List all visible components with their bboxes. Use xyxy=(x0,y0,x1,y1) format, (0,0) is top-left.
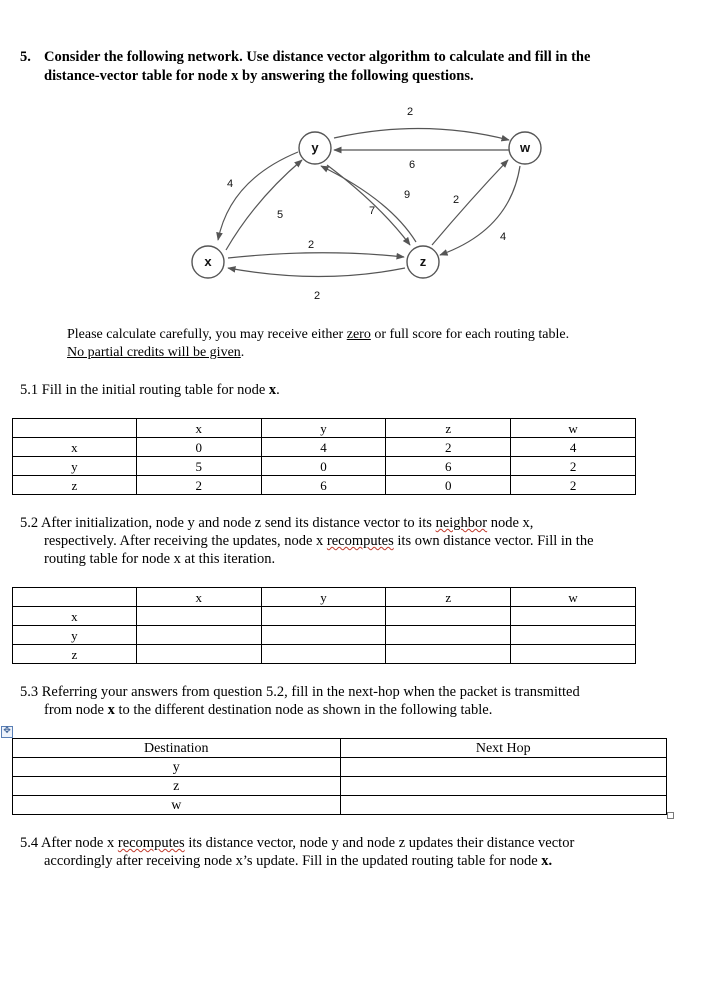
row-label: x xyxy=(13,438,137,457)
node-z-label: z xyxy=(419,254,427,269)
routing-table-initial xyxy=(12,418,636,495)
table-cell: 0 xyxy=(136,438,261,457)
q53-node: x xyxy=(107,702,115,718)
edge-label-xz-bottom: 2 xyxy=(313,290,321,302)
destination-cell: y xyxy=(13,758,341,777)
edge-w-z-outer xyxy=(440,166,520,255)
q54-text: its distance vector, node y and node z updates their distance vector xyxy=(184,835,575,851)
node-y-label: y xyxy=(311,140,319,155)
edge-label-yx-outer: 4 xyxy=(226,178,234,190)
table-cell-empty[interactable] xyxy=(386,626,511,645)
q51-suffix: . xyxy=(276,382,280,398)
q54-node: x. xyxy=(541,853,553,869)
scoring-note xyxy=(67,326,707,362)
next-hop-cell[interactable] xyxy=(340,777,666,796)
table-cell-empty[interactable] xyxy=(136,645,261,664)
q52-text: respectively. After receiving the updates, node x xyxy=(44,533,327,549)
q53-line2 xyxy=(20,701,710,719)
note-zero: zero xyxy=(346,327,371,342)
next-hop-table xyxy=(12,738,667,815)
row-label: y xyxy=(13,626,137,645)
table-header-cell: x xyxy=(136,419,261,438)
edge-z-w-inner xyxy=(432,160,508,245)
q51-prefix: 5.1 Fill in the initial routing table for node xyxy=(20,382,269,398)
edge-z-y xyxy=(321,166,416,242)
table-header-cell: x xyxy=(136,588,261,607)
table-row xyxy=(13,645,636,664)
edge-label-yz: 7 xyxy=(368,205,376,217)
q53-text: to the different destination node as shown in the following table. xyxy=(114,702,493,718)
q52-recomputes: recomputes xyxy=(326,533,394,549)
edge-label-zy-inner: 9 xyxy=(403,189,411,201)
edge-y-w-top xyxy=(334,128,509,140)
q52-text: node x, xyxy=(487,515,534,531)
q54-text: accordingly after receiving node x’s update. Fill in the updated routing table for node xyxy=(44,853,542,869)
question-line-1: Consider the following network. Use distance vector algorithm to calculate and fill in the xyxy=(44,49,591,65)
q54-line2 xyxy=(20,852,710,870)
table-cell-empty[interactable] xyxy=(511,626,636,645)
destination-cell: z xyxy=(13,777,341,796)
row-label: x xyxy=(13,607,137,626)
table-cell-empty[interactable] xyxy=(386,607,511,626)
edge-y-x-outer xyxy=(218,152,298,240)
table-header-cell: y xyxy=(261,419,386,438)
q53-text: from node xyxy=(44,702,108,718)
edge-label-yx-inner: 5 xyxy=(276,209,284,221)
resize-handle[interactable] xyxy=(667,812,674,819)
q52-line3: routing table for node x at this iteration. xyxy=(44,551,276,567)
table-header-row xyxy=(13,739,667,758)
table-row xyxy=(13,607,636,626)
q51-node: x xyxy=(268,382,277,398)
table-header-cell: z xyxy=(386,588,511,607)
table-cell: 6 xyxy=(261,476,386,495)
q52-neighbor: neighbor xyxy=(435,515,488,531)
table-header-cell: w xyxy=(511,419,636,438)
node-x-label: x xyxy=(204,254,212,269)
question-line-2: distance-vector table for node x by answering the following questions. xyxy=(44,68,474,84)
move-icon[interactable]: ✥ xyxy=(1,726,13,738)
row-label: z xyxy=(13,476,137,495)
table-row xyxy=(13,758,667,777)
table-header-cell xyxy=(13,419,137,438)
q54-prompt xyxy=(20,834,710,870)
q53-line1: 5.3 Referring your answers from question 5.2, fill in the next-hop when the packet is transmitted xyxy=(20,684,580,700)
row-label: z xyxy=(13,645,137,664)
q52-prompt xyxy=(20,514,710,568)
table-cell: 2 xyxy=(511,457,636,476)
next-hop-cell[interactable] xyxy=(340,796,666,815)
table-cell: 5 xyxy=(136,457,261,476)
table-row xyxy=(13,476,636,495)
table-header-cell: z xyxy=(386,419,511,438)
table-header-cell: y xyxy=(261,588,386,607)
table-cell-empty[interactable] xyxy=(511,607,636,626)
table-header-cell xyxy=(13,588,137,607)
table-row xyxy=(13,438,636,457)
q54-text: 5.4 After node x xyxy=(20,835,118,851)
edge-label-zw-outer: 4 xyxy=(499,231,507,243)
table-row xyxy=(13,457,636,476)
table-cell-empty[interactable] xyxy=(511,645,636,664)
table-cell-empty[interactable] xyxy=(136,607,261,626)
edge-label-yw-bottom: 6 xyxy=(408,159,416,171)
table-row xyxy=(13,626,636,645)
table-cell-empty[interactable] xyxy=(261,645,386,664)
q54-line1 xyxy=(20,834,710,852)
table-cell-empty[interactable] xyxy=(386,645,511,664)
table-cell-empty[interactable] xyxy=(261,626,386,645)
edge-x-y-inner xyxy=(226,160,302,250)
table-header-cell: w xyxy=(511,588,636,607)
question-number: 5. xyxy=(20,49,31,65)
edge-z-x-bottom xyxy=(228,268,405,277)
edge-label-zw-inner: 2 xyxy=(452,194,460,206)
edge-label-yw-top: 2 xyxy=(406,106,414,118)
row-label: y xyxy=(13,457,137,476)
table-header-row xyxy=(13,419,636,438)
table-cell: 6 xyxy=(386,457,511,476)
next-hop-header: Next Hop xyxy=(340,739,666,758)
destination-cell: w xyxy=(13,796,341,815)
table-cell: 2 xyxy=(511,476,636,495)
table-cell-empty[interactable] xyxy=(136,626,261,645)
network-graph xyxy=(0,0,715,320)
table-row xyxy=(13,777,667,796)
table-cell: 4 xyxy=(261,438,386,457)
q51-prompt xyxy=(20,381,280,399)
q52-line1 xyxy=(20,514,710,532)
next-hop-cell[interactable] xyxy=(340,758,666,777)
table-row xyxy=(13,796,667,815)
table-cell: 0 xyxy=(386,476,511,495)
note-line1: Please calculate carefully, you may receive either xyxy=(67,327,347,342)
destination-header: Destination xyxy=(13,739,341,758)
node-w-label: w xyxy=(519,140,531,155)
table-cell: 2 xyxy=(136,476,261,495)
q52-line2 xyxy=(20,532,710,550)
note-line2-end: . xyxy=(240,345,245,360)
q52-text: its own distance vector. Fill in the xyxy=(393,533,594,549)
q54-recomputes: recomputes xyxy=(117,835,185,851)
note-line1-rest: or full score for each routing table. xyxy=(370,327,570,342)
table-cell-empty[interactable] xyxy=(261,607,386,626)
table-header-row xyxy=(13,588,636,607)
routing-table-iteration xyxy=(12,587,636,664)
table-cell: 0 xyxy=(261,457,386,476)
note-line2: No partial credits will be given xyxy=(67,345,241,360)
edge-x-z-top xyxy=(228,253,404,258)
edge-label-xz-top: 2 xyxy=(307,239,315,251)
q53-prompt xyxy=(20,683,710,719)
q52-text: 5.2 After initialization, node y and node z send its distance vector to its xyxy=(20,515,436,531)
table-cell: 4 xyxy=(511,438,636,457)
table-cell: 2 xyxy=(386,438,511,457)
